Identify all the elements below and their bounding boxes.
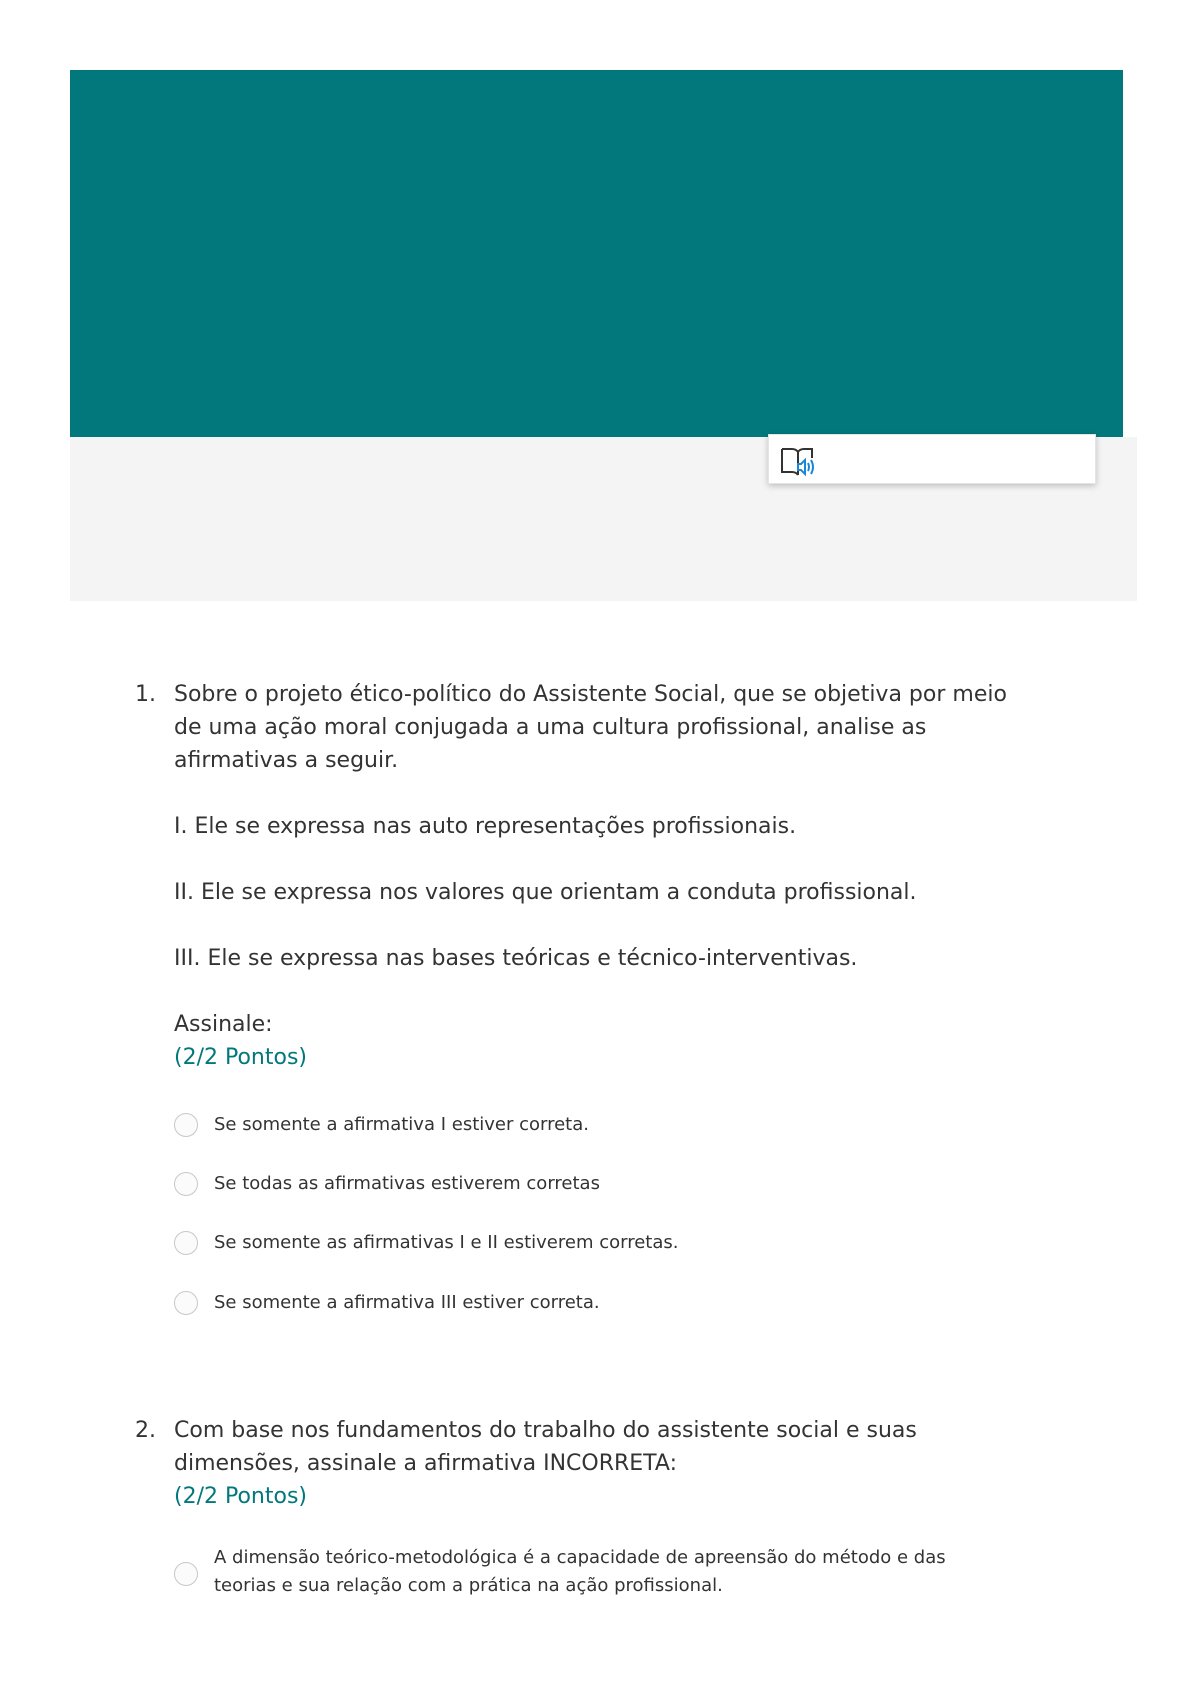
option-1[interactable]: [174, 1544, 974, 1604]
option-label: Se todas as afirmativas estiverem corretas: [214, 1173, 600, 1194]
question-text: [174, 1414, 1024, 1513]
option-3[interactable]: [174, 1223, 974, 1263]
option-label: Se somente as afirmativas I e II estiverem corretas.: [214, 1232, 679, 1253]
statement-3: III. Ele se expressa nas bases teóricas e técnico-interventivas.: [174, 946, 858, 971]
question-line: Sobre o projeto ético-político do Assistente Social, que se objetiva por meio: [174, 682, 1007, 707]
question-text: [174, 678, 1024, 1074]
immersive-reader-box: [768, 434, 1096, 484]
option-label-line: teorias e sua relação com a prática na ação profissional.: [214, 1575, 723, 1596]
option-2[interactable]: [174, 1164, 974, 1204]
option-label: [214, 1544, 974, 1600]
radio-button[interactable]: [174, 1562, 198, 1586]
radio-button[interactable]: [174, 1172, 198, 1196]
option-label-line: A dimensão teórico-metodológica é a capacidade de apreensão do método e das: [214, 1547, 946, 1568]
header-banner: [70, 70, 1123, 437]
radio-button[interactable]: [174, 1231, 198, 1255]
radio-button[interactable]: [174, 1291, 198, 1315]
option-label: Se somente a afirmativa I estiver correta.: [214, 1114, 589, 1135]
points-label: (2/2 Pontos): [174, 1045, 307, 1070]
question-line: afirmativas a seguir.: [174, 748, 399, 773]
question-number: 2.: [135, 1418, 156, 1443]
question-line: dimensões, assinale a afirmativa INCORRETA:: [174, 1451, 677, 1476]
option-4[interactable]: [174, 1283, 974, 1323]
radio-button[interactable]: [174, 1113, 198, 1137]
statement-2: II. Ele se expressa nos valores que orientam a conduta profissional.: [174, 880, 917, 905]
statement-1: I. Ele se expressa nas auto representações profissionais.: [174, 814, 797, 839]
question-number: 1.: [135, 682, 156, 707]
immersive-reader-icon[interactable]: [779, 444, 817, 478]
question-line: de uma ação moral conjugada a uma cultura profissional, analise as: [174, 715, 927, 740]
points-label: (2/2 Pontos): [174, 1484, 307, 1509]
question-line: Com base nos fundamentos do trabalho do assistente social e suas: [174, 1418, 917, 1443]
option-1[interactable]: [174, 1105, 974, 1145]
option-label: Se somente a afirmativa III estiver correta.: [214, 1292, 600, 1313]
question-prompt: Assinale:: [174, 1012, 273, 1037]
